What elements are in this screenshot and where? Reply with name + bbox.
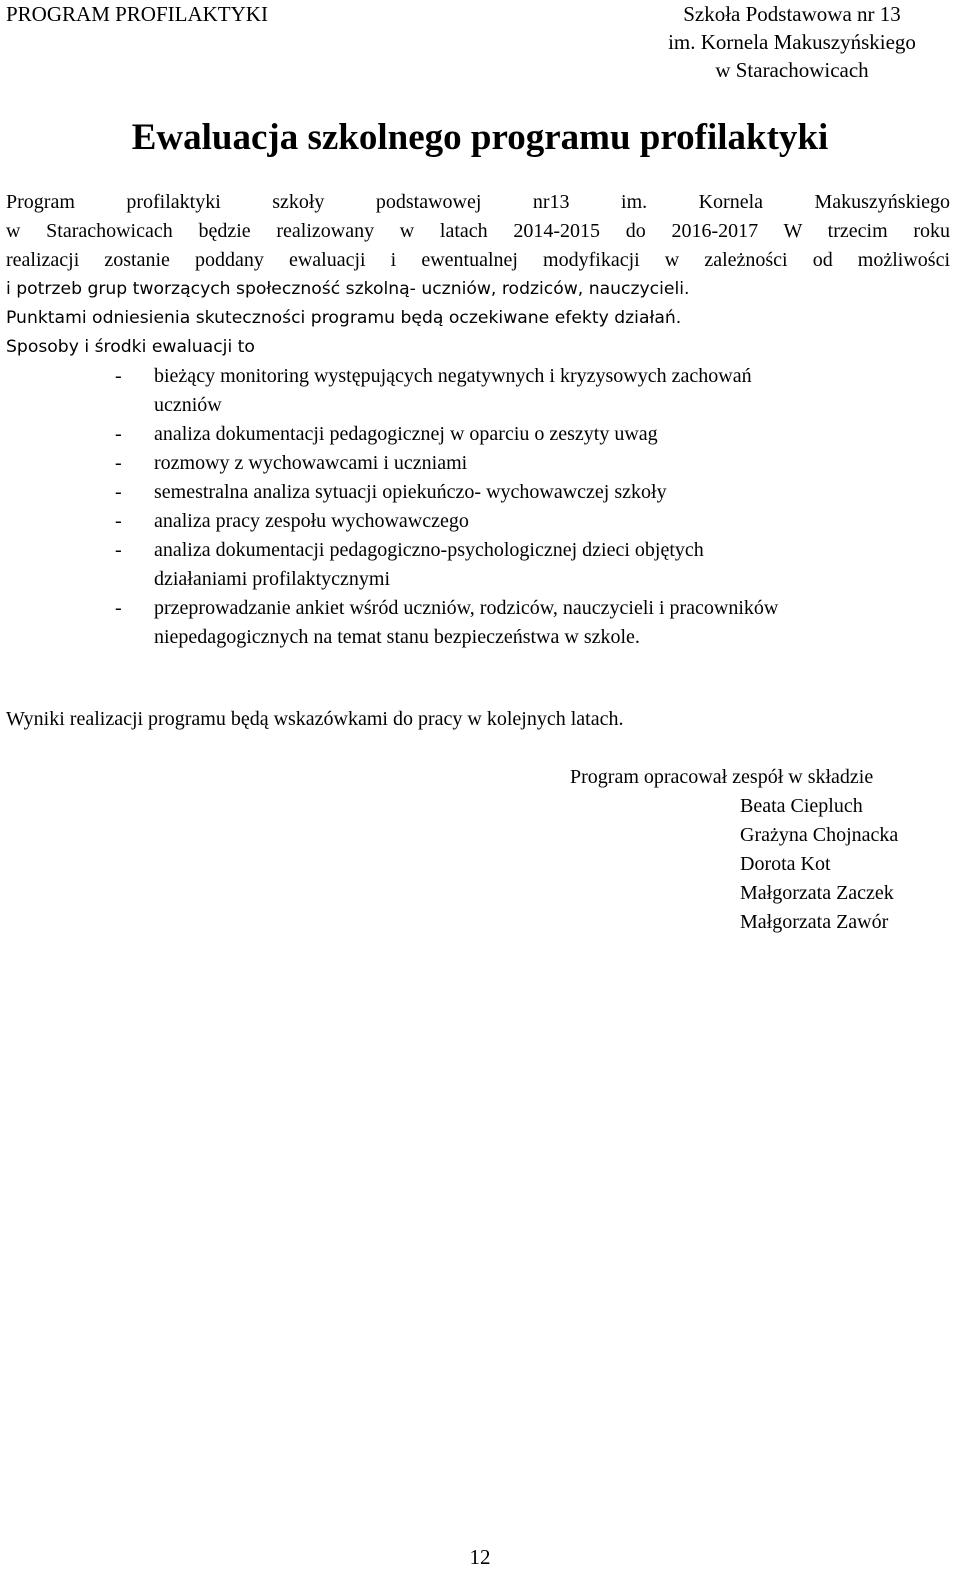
author-name: Dorota Kot xyxy=(740,853,831,875)
list-item xyxy=(6,536,950,594)
list-dash: - xyxy=(115,510,122,532)
evaluation-methods-heading: Sposoby i środki ewaluacji to xyxy=(6,337,255,357)
list-item-text: analiza pracy zespołu wychowawczego xyxy=(154,510,469,532)
author-name: Beata Ciepluch xyxy=(740,795,863,817)
intro-line: Program profilaktyki szkoły podstawowej nr13 im. Kornela Makuszyńskiego xyxy=(6,191,950,213)
header-school-name xyxy=(632,0,952,84)
results-statement: Wyniki realizacji programu będą wskazówkami do pracy w kolejnych latach. xyxy=(6,708,624,730)
list-item-text: uczniów xyxy=(154,394,222,416)
list-item xyxy=(6,420,950,449)
intro-line: realizacji zostanie poddany ewaluacji i ewentualnej modyfikacji w zależności od możliwości xyxy=(6,249,950,271)
intro-line-sans: Punktami odniesienia skuteczności programu będą oczekiwane efekty działań. xyxy=(6,308,682,328)
author-name: Małgorzata Zaczek xyxy=(740,882,894,904)
list-item xyxy=(6,594,950,652)
authors-heading: Program opracował zespół w składzie xyxy=(570,766,874,788)
list-dash: - xyxy=(115,481,122,503)
list-item-text: analiza dokumentacji pedagogicznej w oparciu o zeszyty uwag xyxy=(154,423,658,445)
evaluation-methods-list xyxy=(6,362,950,652)
authors-block xyxy=(570,763,898,937)
header-program-label: PROGRAM PROFILAKTYKI xyxy=(6,2,268,26)
school-line: im. Kornela Makuszyńskiego xyxy=(668,30,916,54)
list-item-text: przeprowadzanie ankiet wśród uczniów, rodziców, nauczycieli i pracowników xyxy=(154,597,779,619)
list-dash: - xyxy=(115,423,122,445)
list-item-text: rozmowy z wychowawcami i uczniami xyxy=(154,452,468,474)
author-name: Grażyna Chojnacka xyxy=(740,824,899,846)
intro-line-sans: i potrzeb grup tworzących społeczność szkolną- uczniów, rodziców, nauczycieli. xyxy=(6,279,690,299)
school-line: Szkoła Podstawowa nr 13 xyxy=(683,2,901,26)
evaluation-body xyxy=(6,188,950,652)
list-item xyxy=(6,478,950,507)
list-item xyxy=(6,449,950,478)
list-item-text: działaniami profilaktycznymi xyxy=(154,568,391,590)
list-item xyxy=(6,507,950,536)
authors-list xyxy=(570,792,898,937)
intro-line: w Starachowicach będzie realizowany w latach 2014-2015 do 2016-2017 W trzecim roku xyxy=(6,220,950,242)
list-item xyxy=(6,362,950,420)
list-item-text: bieżący monitoring występujących negatywnych i kryzysowych zachowań xyxy=(154,365,752,387)
list-dash: - xyxy=(115,539,122,561)
list-item-text: analiza dokumentacji pedagogiczno-psychologicznej dzieci objętych xyxy=(154,539,704,561)
list-dash: - xyxy=(115,452,122,474)
author-name: Małgorzata Zawór xyxy=(740,911,889,933)
page-number: 12 xyxy=(469,1545,491,1569)
school-line: w Starachowicach xyxy=(715,58,869,82)
list-dash: - xyxy=(115,597,122,619)
list-dash: - xyxy=(115,365,122,387)
list-item-text: semestralna analiza sytuacji opiekuńczo- wychowawczej szkoły xyxy=(154,481,667,503)
page-title: Ewaluacja szkolnego programu profilaktyki xyxy=(131,117,829,158)
list-item-text: niepedagogicznych na temat stanu bezpieczeństwa w szkole. xyxy=(154,626,640,648)
